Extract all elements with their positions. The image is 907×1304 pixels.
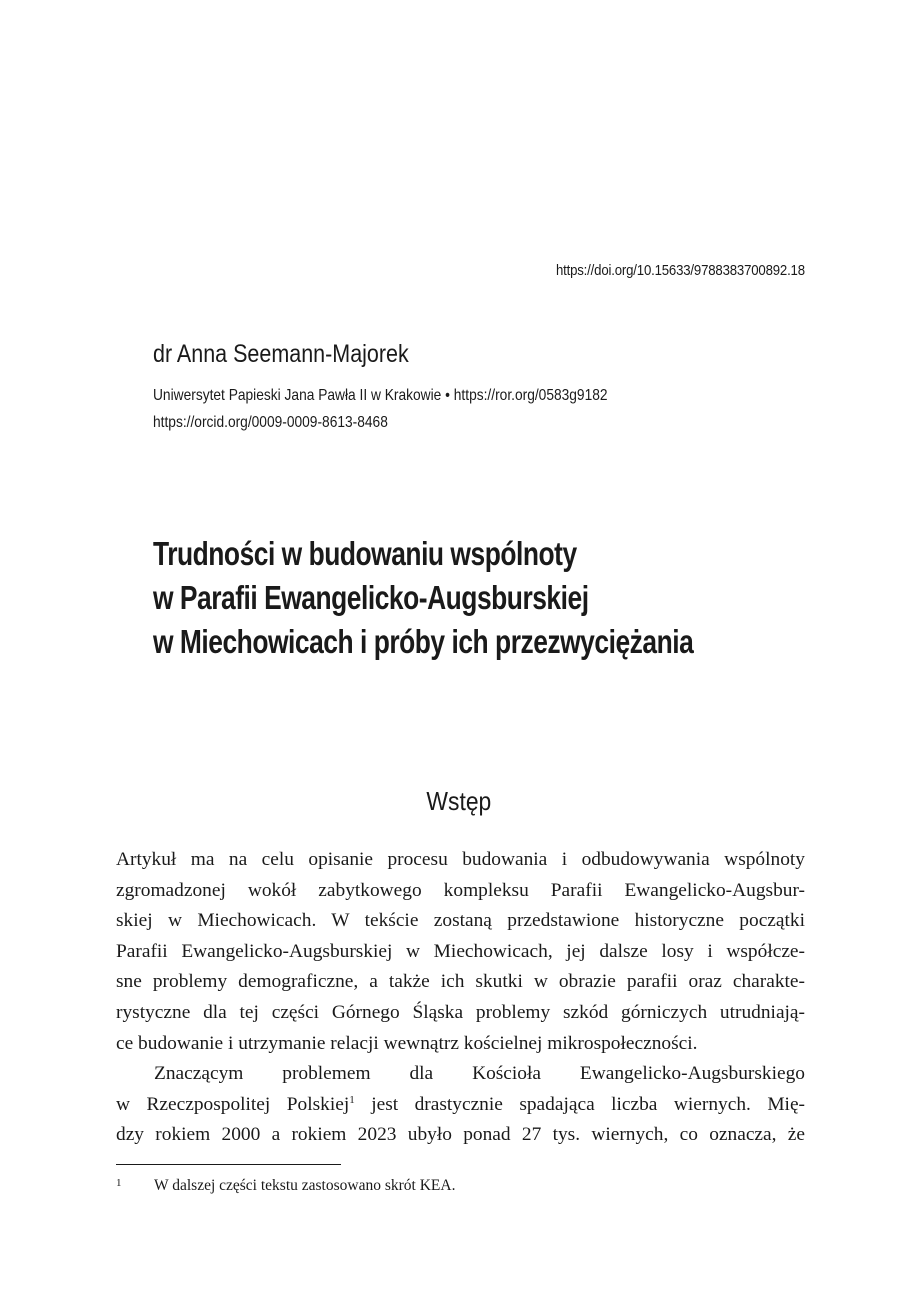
author-orcid[interactable]: https://orcid.org/0009-0009-8613-8468 — [153, 414, 388, 431]
text-fragment: w Rzeczpospolitej Polskiej — [116, 1093, 350, 1115]
text-line: Parafii Ewangelicko-Augsburskiej w Miechowicach, jej dalsze losy i współcze- — [116, 940, 805, 962]
footnote-text: W dalszej części tekstu zastosowano skrót KEA. — [154, 1177, 456, 1194]
text-line: skiej w Miechowicach. W tekście zostaną przedstawione historyczne początki — [116, 910, 805, 932]
section-heading-text: Wstęp — [426, 786, 491, 816]
title-line: Trudności w budowaniu wspólnoty — [153, 535, 577, 572]
footnote-reference[interactable]: 1 — [349, 1093, 355, 1106]
section-heading — [0, 786, 907, 817]
text-fragment: jest drastycznie spadająca liczba wiernych. Mię- — [354, 1093, 806, 1115]
title-line: w Parafii Ewangelicko-Augsburskiej — [153, 579, 589, 616]
paragraph — [116, 845, 805, 1059]
author-name: dr Anna Seemann-Majorek — [153, 340, 409, 368]
text-line: dzy rokiem 2000 a rokiem 2023 ubyło ponad 27 tys. wiernych, co oznacza, że — [116, 1124, 805, 1146]
text-line: ce budowanie i utrzymanie relacji wewnątrz kościelnej mikrospołeczności. — [116, 1032, 698, 1054]
text-line: zgromadzonej wokół zabytkowego kompleksu Parafii Ewangelicko-Augsbur- — [116, 879, 805, 901]
paragraph — [116, 1059, 805, 1151]
text-line: Artykuł ma na celu opisanie procesu budowania i odbudowywania wspólnoty — [116, 849, 805, 870]
footnote-number: 1 — [116, 1177, 122, 1189]
text-line: rystyczne dla tej części Górnego Śląska problemy szkód górniczych utrudniają- — [116, 1001, 805, 1023]
doi-link[interactable]: https://doi.org/10.15633/9788383700892.18 — [556, 262, 805, 279]
author-affiliation: Uniwersytet Papieski Jana Pawła II w Krakowie • https://ror.org/0583g9182 — [153, 387, 608, 404]
article-title — [153, 532, 693, 664]
text-line — [116, 1090, 805, 1121]
footnote — [116, 1177, 455, 1195]
footnote-divider — [116, 1164, 341, 1165]
title-line: w Miechowicach i próby ich przezwyciężania — [153, 623, 694, 660]
text-line: Znaczącym problemem dla Kościoła Ewangelicko-Augsburskiego — [154, 1063, 805, 1085]
body-text — [116, 845, 805, 1151]
text-line: sne problemy demograficzne, a także ich skutki w obrazie parafii oraz charakte- — [116, 971, 805, 993]
